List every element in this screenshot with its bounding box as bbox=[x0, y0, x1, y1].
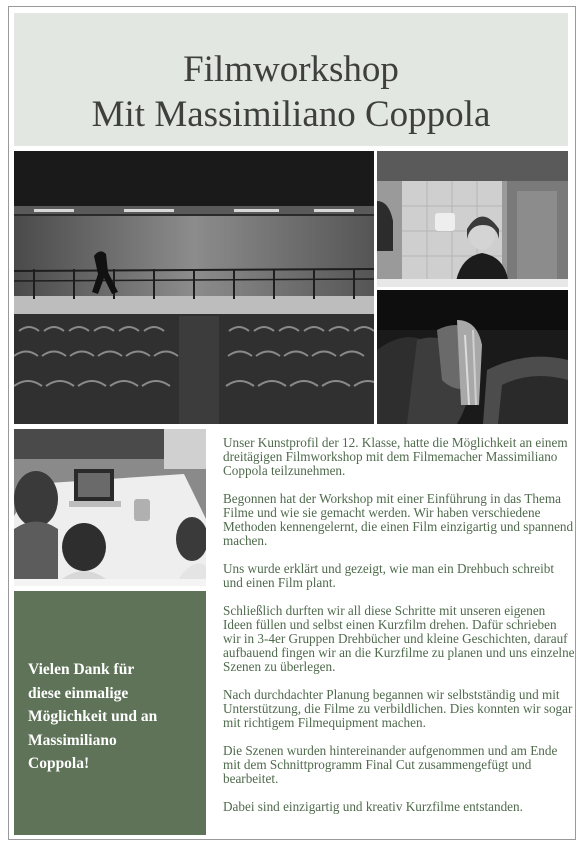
title-banner bbox=[14, 13, 568, 146]
thank-you-line: Coppola! bbox=[28, 755, 90, 772]
classroom-photo bbox=[14, 429, 206, 586]
mirror-photo bbox=[377, 151, 568, 287]
article-paragraph: Unser Kunstprofil der 12. Klasse, hatte die Möglichkeit an einem dreitägigen Filmworkshop mit dem Filmemacher Massimiliano Coppola teilzunehmen. bbox=[223, 435, 568, 478]
article-paragraph: Nach durchdachter Planung begannen wir selbstständig und mit Unterstützung, die Filme zu verbildlichen. Dies konnten wir sogar mit richtigem Filmequipment machen. bbox=[223, 687, 573, 730]
page-title-line-1: Filmworkshop bbox=[183, 49, 399, 90]
closeup-photo bbox=[377, 290, 568, 424]
thank-you-line: Massimiliano bbox=[28, 731, 117, 749]
thank-you-message bbox=[28, 658, 200, 776]
page-title-line-2: Mit Massimiliano Coppola bbox=[91, 94, 491, 135]
thank-you-line: Vielen Dank für bbox=[28, 661, 135, 678]
article-paragraph: Dabei sind einzigartig und kreativ Kurzfilme entstanden. bbox=[223, 799, 523, 814]
thank-you-line: Möglichkeit und an bbox=[28, 708, 158, 725]
article-paragraph: Schließlich durften wir all diese Schritte mit unseren eigenen Ideen füllen und selbst einen Kurzfilm drehen. Dafür schrieben wir in 3-4er Gruppen Drehbücher und kleine Geschichten, darauf aufbauend fingen wir an die Kurzfilme zu planen und uns einzelne Szenen zu überlegen. bbox=[223, 603, 575, 674]
thank-you-line: diese einmalige bbox=[28, 684, 129, 702]
article-paragraph: Uns wurde erklärt und gezeigt, wie man ein Drehbuch schreibt und einen Film plant. bbox=[223, 561, 555, 590]
article-body bbox=[223, 436, 575, 814]
article-paragraph: Begonnen hat der Workshop mit einer Einführung in das Thema Filme und wie sie gemacht werden. Wir haben verschiedene Methoden kennengelernt, die einen Film einzigartig und spannend machen. bbox=[223, 491, 574, 548]
auditorium-photo bbox=[14, 151, 374, 424]
thank-you-box bbox=[14, 591, 206, 835]
article-paragraph: Die Szenen wurden hintereinander aufgenommen und am Ende mit dem Schnittprogramm Final Cut zusammengefügt und bearbeitet. bbox=[223, 743, 558, 786]
